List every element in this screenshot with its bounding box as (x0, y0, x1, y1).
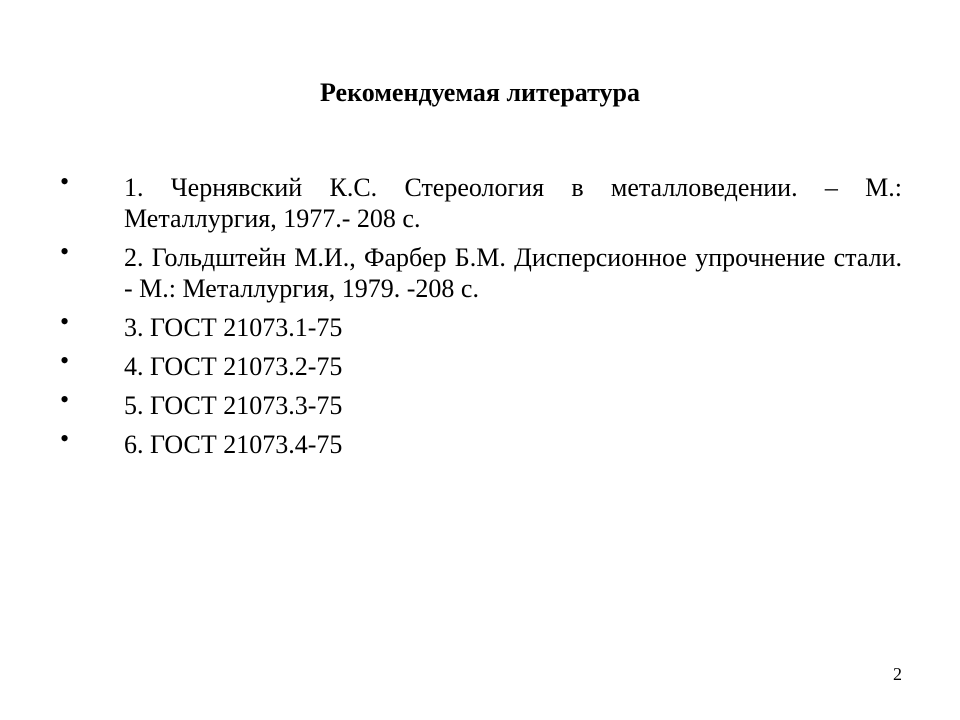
reference-text: 3. ГОСТ 21073.1-75 (124, 313, 343, 342)
reference-list (60, 167, 902, 468)
reference-text: 1. Чернявский К.С. Стереология в металловедении. – М.: Металлургия, 1977.- 208 с. (124, 173, 902, 233)
reference-text: 6. ГОСТ 21073.4-75 (124, 430, 343, 459)
reference-item (60, 346, 902, 382)
reference-text: 4. ГОСТ 21073.2-75 (124, 352, 343, 381)
bullet-icon: • (60, 424, 70, 453)
page-number: 2 (893, 664, 902, 684)
reference-item (60, 237, 902, 304)
reference-text: 5. ГОСТ 21073.3-75 (124, 391, 343, 420)
reference-item (60, 307, 902, 343)
reference-item (60, 167, 902, 234)
reference-item (60, 424, 902, 460)
reference-text: 2. Гольдштейн М.И., Фарбер Б.М. Дисперсионное упрочнение стали. - М.: Металлургия, 1979. -208 с. (124, 243, 902, 303)
bullet-icon: • (60, 346, 70, 375)
slide-title: Рекомендуемая литература (320, 78, 640, 107)
bullet-icon: • (60, 385, 70, 414)
bullet-icon: • (60, 237, 70, 266)
reference-item (60, 385, 902, 421)
bullet-icon: • (60, 307, 70, 336)
bullet-icon: • (60, 167, 70, 196)
